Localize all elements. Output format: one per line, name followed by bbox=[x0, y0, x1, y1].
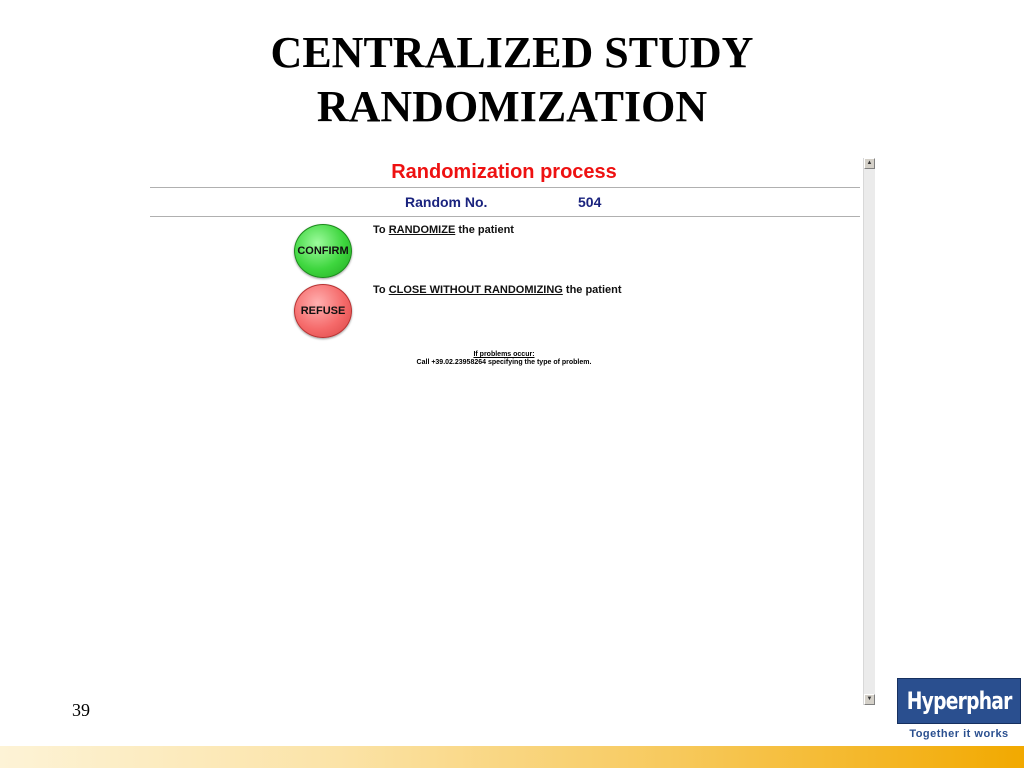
randomization-form bbox=[148, 158, 860, 705]
randomize-instruction-suffix: the patient bbox=[455, 224, 514, 236]
browser-frame bbox=[148, 158, 875, 705]
random-number-value: 504 bbox=[578, 194, 602, 210]
vertical-scrollbar[interactable] bbox=[863, 158, 875, 705]
logo-tagline: Together it works bbox=[909, 728, 1009, 740]
page-number: 39 bbox=[72, 700, 90, 720]
random-number-label: Random No. bbox=[405, 194, 488, 210]
logo-box bbox=[897, 678, 1021, 724]
problems-heading: If problems occur: bbox=[473, 351, 535, 358]
randomize-keyword: RANDOMIZE bbox=[388, 224, 456, 236]
logo-wordmark: Hyperphar bbox=[906, 687, 1012, 715]
hyperphar-logo bbox=[897, 678, 1021, 742]
divider-top bbox=[150, 187, 860, 188]
slide-title-line1: CENTRALIZED STUDY bbox=[270, 28, 754, 77]
close-instruction-prefix: To bbox=[373, 284, 389, 296]
confirm-button[interactable]: CONFIRM bbox=[294, 224, 352, 278]
randomize-instruction-prefix: To bbox=[373, 224, 389, 236]
close-keyword: CLOSE WITHOUT RANDOMIZING bbox=[388, 284, 563, 296]
close-instruction-suffix: the patient bbox=[562, 284, 622, 296]
scroll-down-icon[interactable]: ▼ bbox=[864, 694, 875, 705]
close-instruction bbox=[373, 284, 622, 297]
footer-gradient-band bbox=[0, 746, 1024, 768]
scroll-up-icon[interactable]: ▲ bbox=[864, 158, 875, 169]
slide-title bbox=[0, 26, 1024, 134]
randomize-instruction bbox=[373, 224, 514, 237]
process-title: Randomization process bbox=[391, 161, 617, 183]
problems-contact-text: Call +39.02.23958264 specifying the type of problem. bbox=[416, 359, 592, 366]
slide-title-line2: RANDOMIZATION bbox=[316, 82, 708, 131]
divider-bottom bbox=[150, 216, 860, 217]
refuse-button[interactable]: REFUSE bbox=[294, 284, 352, 338]
